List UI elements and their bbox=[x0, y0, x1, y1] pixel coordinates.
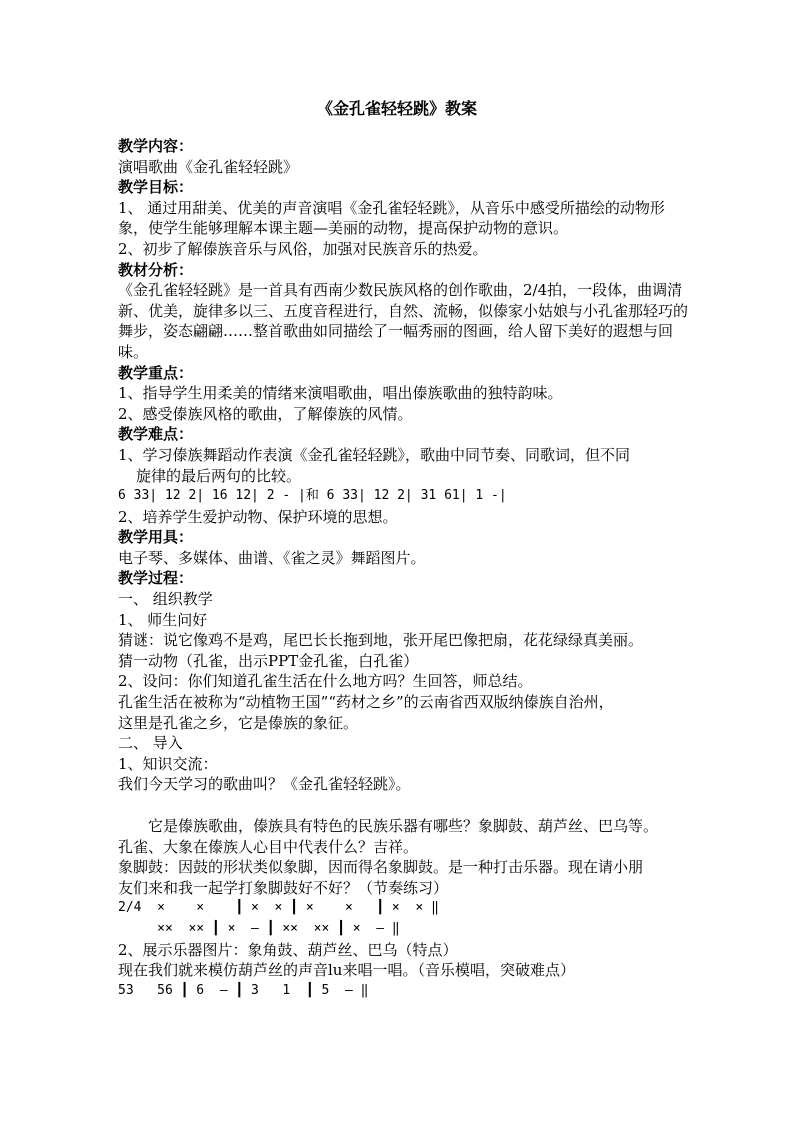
text-line: 猜一动物（孔雀，出示PPT金孔雀，白孔雀） bbox=[118, 651, 419, 670]
text-line: 它是傣族歌曲，傣族具有特色的民族乐器有哪些？象脚鼓、葫芦丝、巴乌等。 bbox=[148, 817, 659, 835]
text-line: 象脚鼓：因鼓的形状类似象脚，因而得名象脚鼓。是一种打击乐器。现在请小朋 bbox=[118, 858, 644, 877]
section-heading: 教学目标： bbox=[118, 178, 194, 197]
text-line: 1、指导学生用柔美的情绪来演唱歌曲，唱出傣族歌曲的独特韵味。 bbox=[118, 384, 563, 403]
text-line: 友们来和我一起学打象脚鼓好不好？（节奏练习） bbox=[118, 878, 449, 897]
section-heading: 教学过程： bbox=[118, 569, 194, 588]
notation-line: ×× ×× ┃ × — ┃ ×× ×× ┃ × — ‖ bbox=[118, 920, 400, 936]
text-line: 2、感受傣族风格的歌曲，了解傣族的风情。 bbox=[118, 404, 413, 423]
section-heading: 教学难点： bbox=[118, 425, 194, 444]
section-heading: 教材分析： bbox=[118, 260, 194, 279]
text-line: 现在我们就来模仿葫芦丝的声音lu来唱一唱。（音乐模唱，突破难点） bbox=[118, 961, 575, 980]
notation-line: 53 56 ┃ 6 — ┃ 3 1 ┃ 5 — ‖ bbox=[118, 982, 369, 998]
text-line: 1、学习傣族舞蹈动作表演《金孔雀轻轻跳》，歌曲中同节奏、同歌词，但不同 bbox=[118, 445, 631, 464]
text-line: 二、 导入 bbox=[118, 734, 183, 753]
text-line: 1、 通过用甜美、优美的声音演唱《金孔雀轻轻跳》，从音乐中感受所描绘的动物形象，使学生能够理解本课主题—美丽的动物，提高保护动物的意识。 bbox=[118, 198, 665, 238]
text-line: 旋律的最后两句的比较。 bbox=[136, 466, 302, 485]
section-heading: 教学内容： bbox=[118, 137, 194, 155]
text-line bbox=[118, 795, 690, 816]
notation-line: 2/4 × × ┃ × × ┃ × × ┃ × × ‖ bbox=[118, 900, 439, 916]
text-line: 孔雀、大象在傣族人心目中代表什么？吉祥。 bbox=[118, 837, 419, 856]
text-line: 2、设问：你们知道孔雀生活在什么地方吗？生回答，师总结。 bbox=[118, 672, 533, 691]
text-line: 1、 师生问好 bbox=[118, 610, 208, 629]
text-line: 孔雀生活在被称为“动植物王国”“药材之乡”的云南省西双版纳傣族自治州， bbox=[118, 693, 614, 712]
text-line: 2、展示乐器图片：象角鼓、葫芦丝、巴乌（特点） bbox=[118, 940, 458, 959]
text-line: 电子琴、多媒体、曲谱、《雀之灵》舞蹈图片。 bbox=[118, 548, 426, 567]
text-line: 《金孔雀轻轻跳》是一首具有西南少数民族风格的创作歌曲，2/4拍，一段体，曲调清新、优美，旋律多以三、五度音程进行，自然、流畅，似傣家小姑娘与小孔雀那轻巧的舞步，姿态翩翩……整首歌曲如同描绘了一幅秀丽的图画，给人留下美好的遐想与回味。 bbox=[118, 281, 689, 361]
text-line: 2、培养学生爱护动物、保护环境的思想。 bbox=[118, 507, 398, 526]
document-body bbox=[118, 136, 690, 1001]
section-heading: 教学用具： bbox=[118, 528, 194, 547]
section-heading: 教学重点： bbox=[118, 363, 194, 382]
text-line: 我们今天学习的歌曲叫？《金孔雀轻轻跳》。 bbox=[118, 775, 411, 794]
notation-line: 6 33| 12 2| 16 12| 2 - |和 6 33| 12 2| 31 61| 1 -| bbox=[118, 488, 507, 504]
text-line: 1、知识交流： bbox=[118, 754, 218, 773]
text-line: 演唱歌曲《金孔雀轻轻跳》 bbox=[118, 157, 299, 176]
document-title: 《金孔雀轻轻跳》教案 bbox=[316, 99, 477, 118]
text-line: 猜谜：说它像鸡不是鸡，尾巴长长拖到地，张开尾巴像把扇，花花绿绿真美丽。 bbox=[118, 631, 644, 650]
text-line: 2、初步了解傣族音乐与风俗，加强对民族音乐的热爱。 bbox=[118, 239, 488, 258]
text-line: 这里是孔雀之乡，它是傣族的象征。 bbox=[118, 713, 359, 732]
text-line: 一、 组织教学 bbox=[118, 590, 213, 609]
